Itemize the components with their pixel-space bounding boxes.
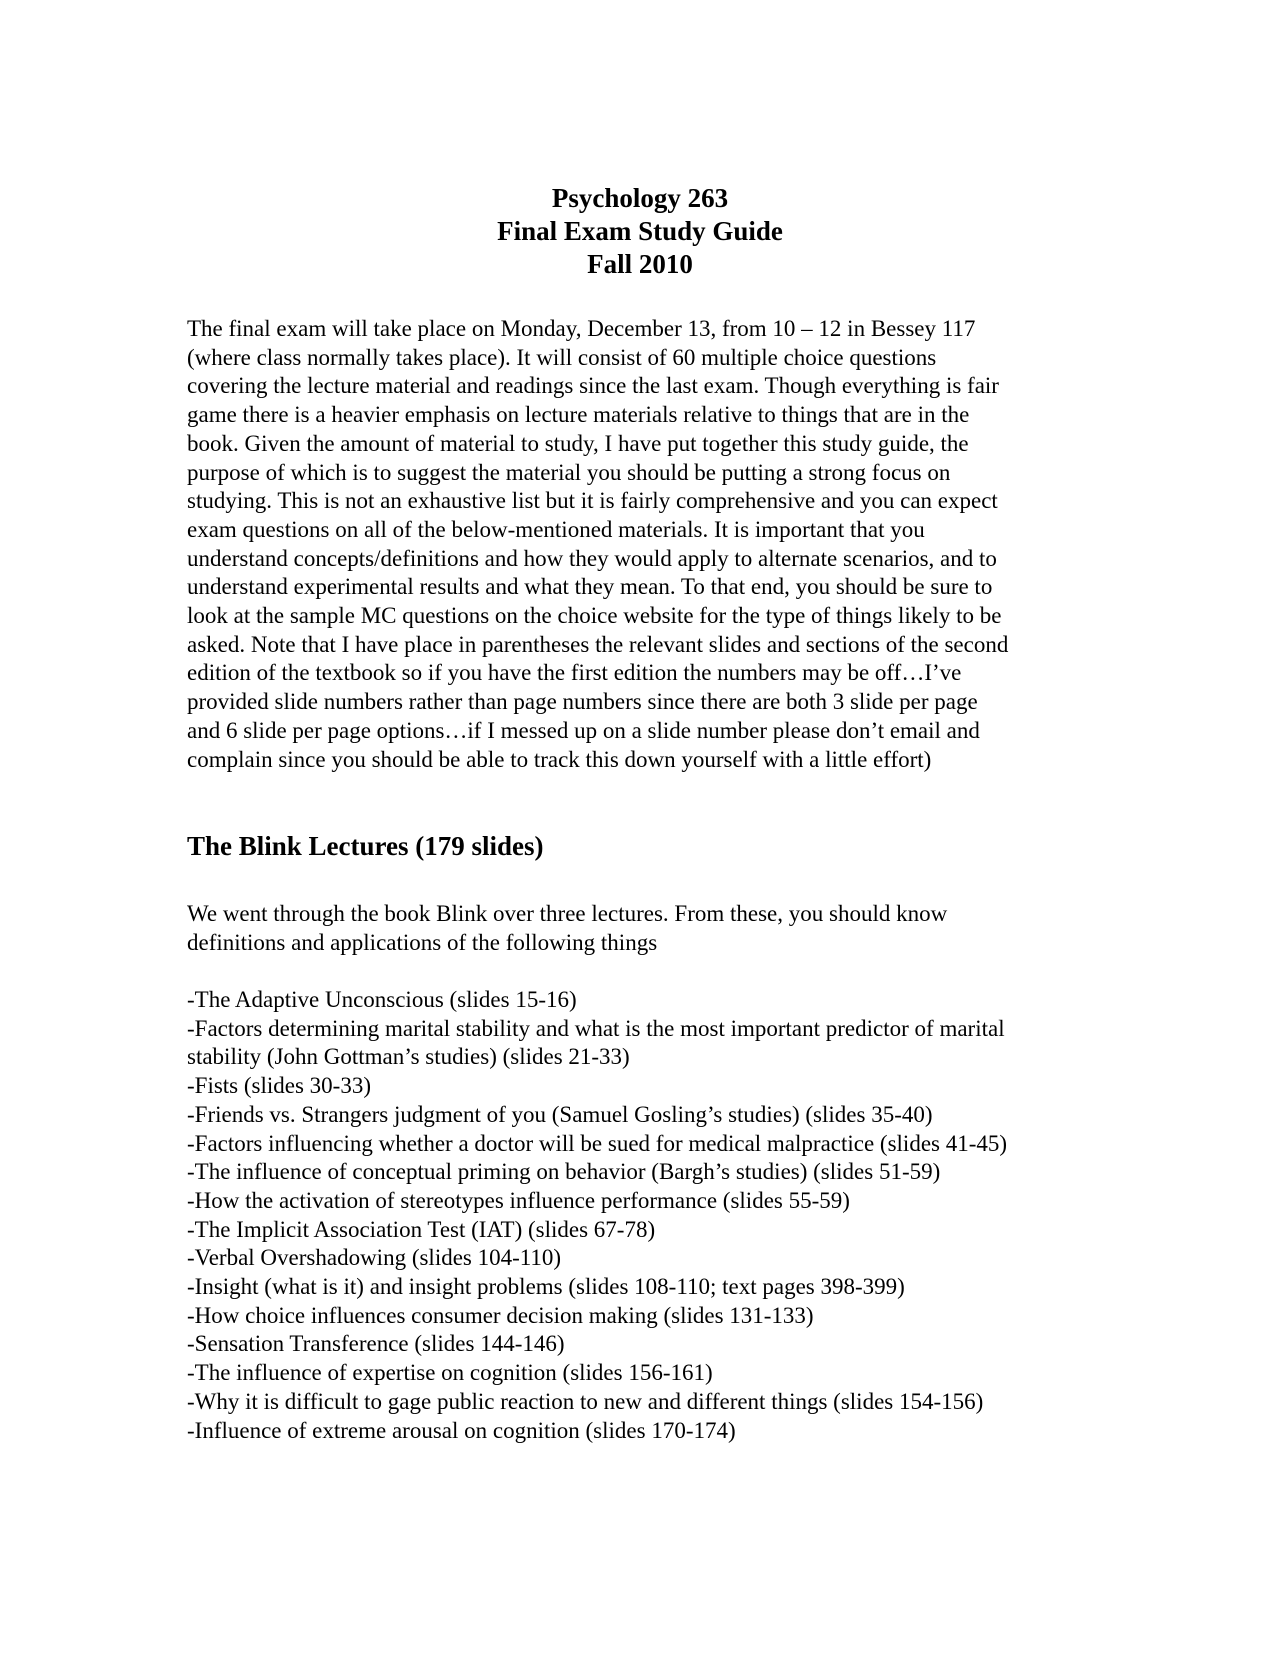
list-item: -Why it is difficult to gage public reaction to new and different things (slides 154-156): [187, 1388, 984, 1414]
topic-list: [187, 986, 1107, 1445]
list-item: -Verbal Overshadowing (slides 104-110): [187, 1245, 562, 1271]
intro-line: and 6 slide per page options…if I messed up on a slide number please don’t email and: [187, 717, 980, 743]
list-item: -The influence of expertise on cognition (slides 156-161): [187, 1360, 713, 1386]
intro-line: look at the sample MC questions on the choice website for the type of things likely to be: [187, 603, 1002, 629]
intro-line: understand experimental results and what they mean. To that end, you should be sure to: [187, 574, 993, 600]
intro-line: edition of the textbook so if you have the first edition the numbers may be off…I’ve: [187, 660, 962, 686]
section-heading: The Blink Lectures (179 slides): [187, 831, 544, 861]
intro-paragraph: [187, 315, 1107, 774]
list-item: -Influence of extreme arousal on cognition (slides 170-174): [187, 1417, 736, 1443]
guide-title: Final Exam Study Guide: [497, 216, 783, 246]
list-item: -The influence of conceptual priming on behavior (Bargh’s studies) (slides 51-59): [187, 1159, 941, 1185]
document-title: [0, 182, 1280, 281]
intro-line: game there is a heavier emphasis on lecture materials relative to things that are in the: [187, 402, 970, 428]
intro-line: understand concepts/definitions and how they would apply to alternate scenarios, and to: [187, 545, 997, 571]
list-item: -Fists (slides 30-33): [187, 1073, 371, 1099]
course-title: Psychology 263: [551, 183, 729, 213]
list-item: -Factors influencing whether a doctor will be sued for medical malpractice (slides 41-45): [187, 1130, 1008, 1156]
section-intro-line: definitions and applications of the following things: [187, 929, 658, 955]
list-item: -Insight (what is it) and insight problems (slides 108-110; text pages 398-399): [187, 1274, 905, 1300]
list-item: -How the activation of stereotypes influence performance (slides 55-59): [187, 1187, 850, 1213]
list-item: -Sensation Transference (slides 144-146): [187, 1331, 565, 1357]
intro-line: covering the lecture material and readings since the last exam. Though everything is fair: [187, 373, 999, 399]
list-item: -The Implicit Association Test (IAT) (slides 67-78): [187, 1216, 656, 1242]
intro-line: The final exam will take place on Monday, December 13, from 10 – 12 in Bessey 117: [187, 316, 976, 341]
section-intro-paragraph: [187, 900, 1107, 957]
intro-line: asked. Note that I have place in parentheses the relevant slides and sections of the second: [187, 631, 1009, 657]
intro-line: complain since you should be able to track this down yourself with a little effort): [187, 746, 932, 772]
term-title: Fall 2010: [587, 249, 693, 279]
intro-line: book. Given the amount of material to study, I have put together this study guide, the: [187, 430, 969, 456]
list-item: -Factors determining marital stability and what is the most important predictor of marital: [187, 1015, 1005, 1041]
list-item: stability (John Gottman’s studies) (slides 21-33): [187, 1044, 630, 1070]
intro-line: purpose of which is to suggest the material you should be putting a strong focus on: [187, 459, 951, 485]
section-intro-line: We went through the book Blink over three lectures. From these, you should know: [187, 901, 948, 926]
intro-line: provided slide numbers rather than page numbers since there are both 3 slide per page: [187, 689, 978, 715]
list-item: -The Adaptive Unconscious (slides 15-16): [187, 987, 577, 1012]
intro-line: exam questions on all of the below-mentioned materials. It is important that you: [187, 516, 925, 542]
list-item: -How choice influences consumer decision making (slides 131-133): [187, 1302, 814, 1328]
list-item: -Friends vs. Strangers judgment of you (Samuel Gosling’s studies) (slides 35-40): [187, 1101, 933, 1127]
intro-line: (where class normally takes place). It will consist of 60 multiple choice questions: [187, 344, 937, 370]
intro-line: studying. This is not an exhaustive list but it is fairly comprehensive and you can expect: [187, 488, 998, 514]
